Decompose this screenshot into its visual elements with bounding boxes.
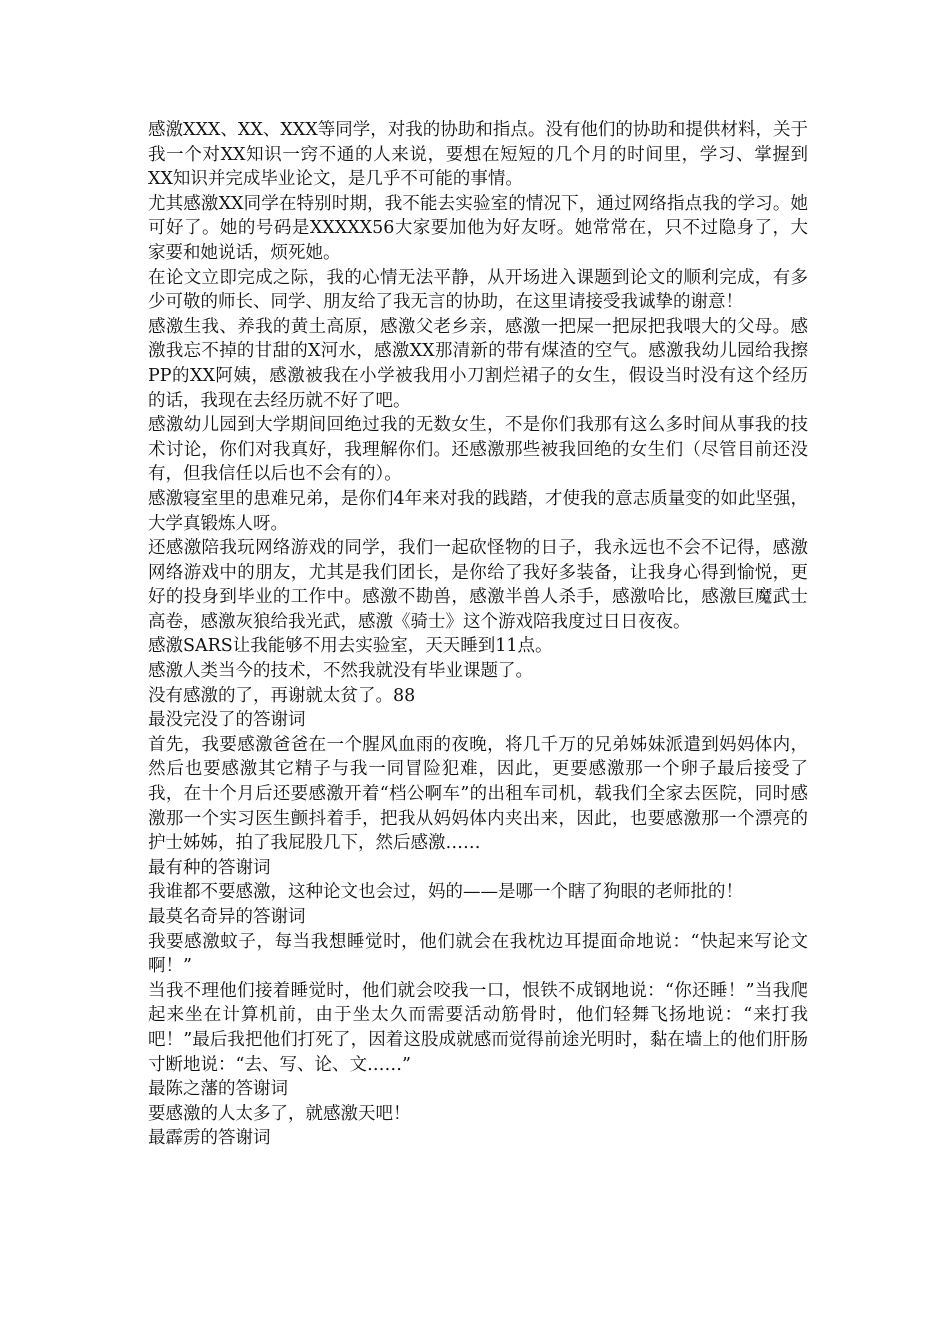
paragraph-thesis-completion: 在论文立即完成之际，我的心情无法平静，从开场进入课题到论文的顺利完成，有多少可敬的师长、同学、朋友给了我无言的协助，在这里请接受我诚挚的谢意！ (148, 267, 808, 313)
section-heading-thunder: 最霹雳的答谢词 (148, 1128, 271, 1149)
paragraph-thanks-sars: 感激SARS让我能够不用去实验室，天天睡到11点。 (148, 636, 553, 657)
paragraph-mosquito-1: 我要感激蚊子，每当我想睡觉时，他们就会在我枕边耳提面命地说：“快起来写论文啊！” (148, 931, 808, 977)
paragraph-thanks-technology: 感激人类当今的技术，不然我就没有毕业课题了。 (148, 661, 533, 682)
section-heading-strange: 最莫名奇异的答谢词 (148, 907, 306, 927)
paragraph-endless-thanks: 首先，我要感激爸爸在一个腥风血雨的夜晚，将几千万的兄弟姊妹派遣到妈妈体内，然后也要感激其它精子与我一同冒险犯难，因此，更要感激那一个卵子最后接受了我，在十个月后还要感激开着“档公啊车”的出租车司机，载我们全家去医院，同时感激那一个实习医生颤抖着手，把我从妈妈体内夹出来，因此，也要感激那一个漂亮的护士姊姊，拍了我屁股几下，然后感激…… (148, 734, 808, 854)
paragraph-thanks-classmates: 感激XXX、XX、XXX等同学，对我的协助和指点。没有他们的协助和提供材料，关于我一个对XX知识一窍不通的人来说，要想在短短的几个月的时间里，学习、掌握到XX知识并完成毕业论文，是几乎不可能的事情。 (148, 120, 808, 190)
section-heading-chen: 最陈之藩的答谢词 (148, 1079, 288, 1100)
section-heading-endless: 最没完没了的答谢词 (148, 710, 306, 731)
paragraph-thanks-girls: 感激幼儿园到大学期间回绝过我的无数女生，不是你们我那有这么多时间从事我的技术讨论，你们对我真好，我理解你们。还感激那些被我回绝的女生们（尽管目前还没有，但我信任以后也不会有的）。 (148, 415, 808, 485)
paragraph-bold-thanks: 我谁都不要感激，这种论文也会过，妈的——是哪一个瞎了狗眼的老师批的！ (148, 882, 743, 903)
paragraph-thanks-roommates: 感激寝室里的患难兄弟，是你们4年来对我的践踏，才使我的意志质量变的如此坚强，大学真锻炼人呀。 (148, 488, 808, 534)
document-body (148, 118, 808, 1151)
paragraph-thank-heaven: 要感激的人太多了，就感激天吧！ (148, 1103, 411, 1124)
section-heading-bold: 最有种的答谢词 (148, 857, 271, 878)
paragraph-thanks-hometown: 感激生我、养我的黄土高原，感激父老乡亲，感激一把屎一把尿把我喂大的父母。感激我忘不掉的甘甜的X河水，感激XX那清新的带有煤渣的空气。感激我幼儿园给我擦PP的XX阿姨，感激被我在小学被我用小刀割烂裙子的女生，假设当时没有这个经历的话，我现在去经历就不好了吧。 (148, 316, 808, 411)
paragraph-closing: 没有感激的了，再谢就太贫了。88 (148, 685, 416, 706)
paragraph-thanks-xx-classmate: 尤其感激XX同学在特别时期，我不能去实验室的情况下，通过网络指点我的学习。她可好了。她的号码是XXXXX56大家要加他为好友呀。她常常在，只不过隐身了，大家要和她说话，烦死她。 (148, 193, 808, 263)
paragraph-mosquito-2: 当我不理他们接着睡觉时，他们就会咬我一口，恨铁不成钢地说：“你还睡！”当我爬起来坐在计算机前，由于坐太久而需要活动筋骨时，他们轻舞飞扬地说：“来打我吧！”最后我把他们打死了，因着这股成就感而觉得前途光明时，黏在墙上的他们肝肠寸断地说：“去、写、论、文……” (148, 980, 808, 1075)
paragraph-thanks-gamers: 还感激陪我玩网络游戏的同学，我们一起砍怪物的日子，我永远也不会不记得，感激网络游戏中的朋友，尤其是我们团长，是你给了我好多装备，让我身心得到愉悦，更好的投身到毕业的工作中。感激不勘兽，感激半兽人杀手，感激哈比，感激巨魔武士高卷，感激灰狼给我光武，感激《骑士》这个游戏陪我度过日日夜夜。 (148, 538, 808, 632)
